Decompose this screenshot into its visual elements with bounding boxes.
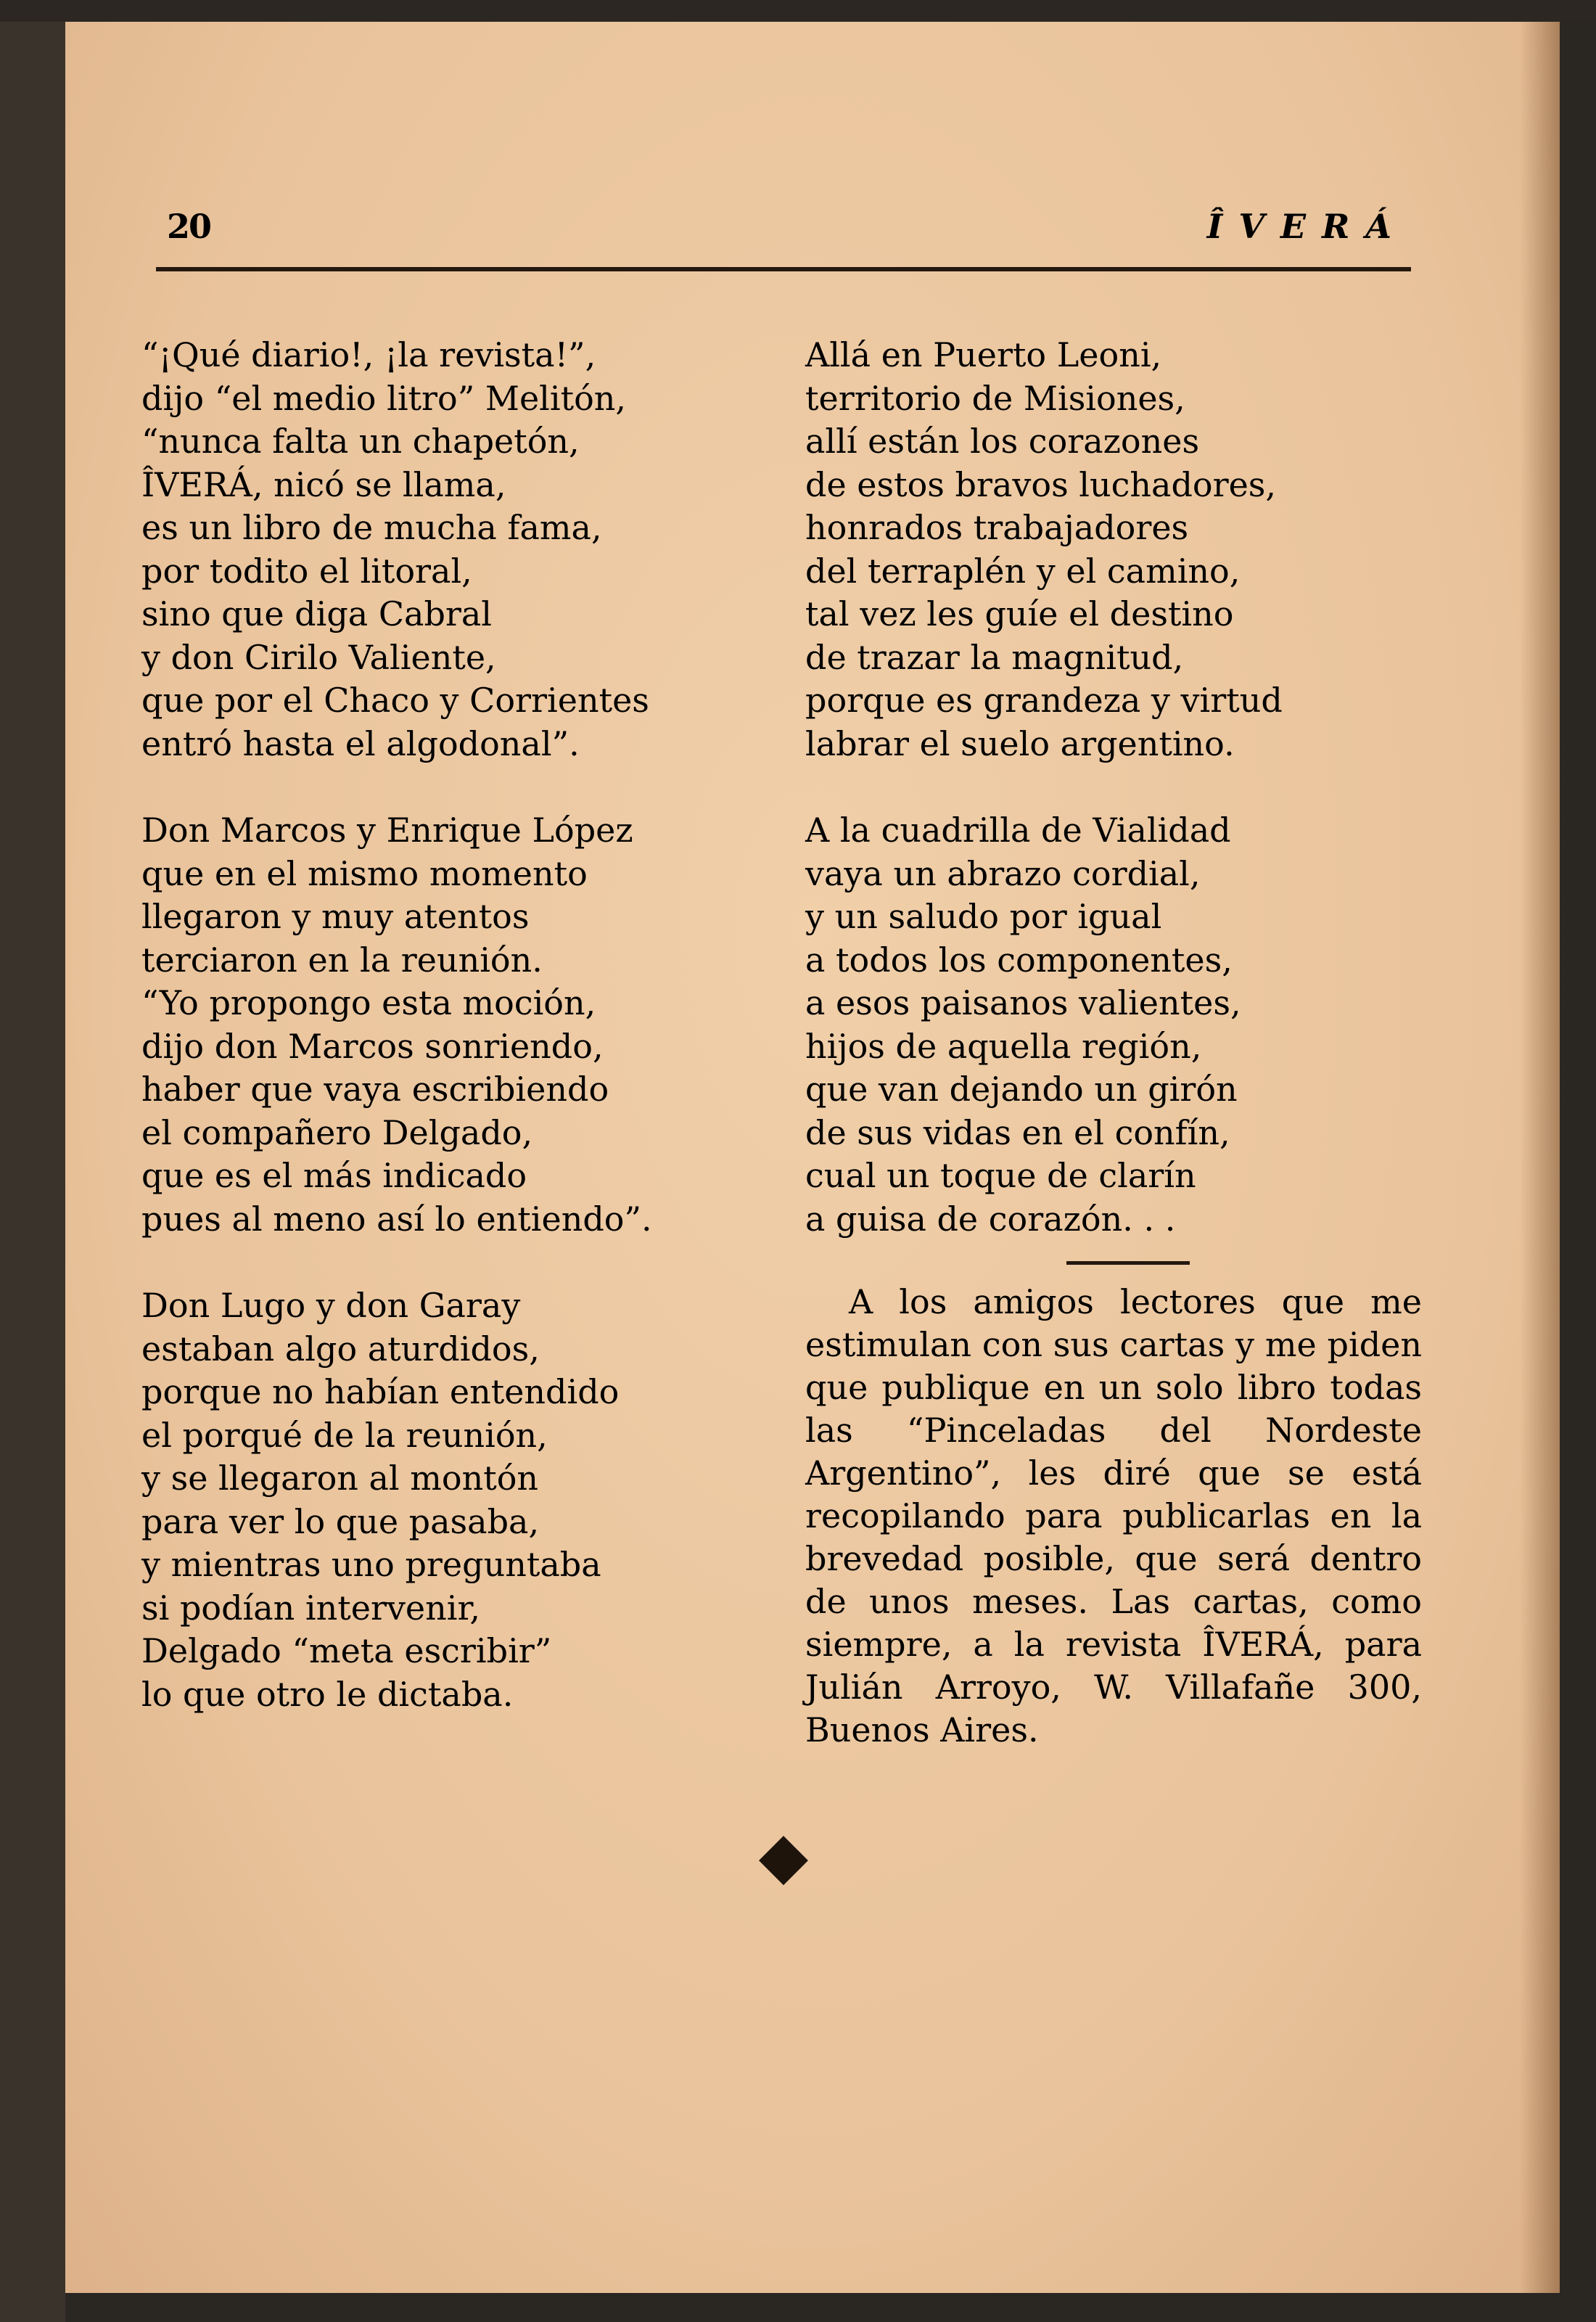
verse-line: “nunca falta un chapetón,: [141, 422, 580, 461]
verse-line: y mientras uno preguntaba: [141, 1545, 601, 1584]
right-column: [805, 334, 1422, 1752]
verse-line: es un libro de mucha fama,: [141, 508, 602, 547]
verse-line: dijo don Marcos sonriendo,: [141, 1026, 604, 1066]
verse-line: entró hasta el algodonal”.: [141, 723, 580, 763]
verse-line: el compañero Delgado,: [141, 1112, 533, 1152]
verse-line: Allá en Puerto Leoni,: [805, 335, 1162, 374]
verse-line: territorio de Misiones,: [805, 378, 1185, 418]
verse-line: “Yo propongo esta moción,: [141, 983, 596, 1022]
verse-line: que es el más indicado: [141, 1156, 527, 1195]
verse-line: a guisa de corazón. . .: [805, 1199, 1176, 1239]
page-gutter-shadow: [1520, 22, 1560, 2293]
page-header: [167, 207, 1407, 258]
verse-line: terciaron en la reunión.: [141, 940, 543, 980]
verse-line: el porqué de la reunión,: [141, 1415, 548, 1455]
verse-line: dijo “el medio litro” Melitón,: [141, 378, 627, 418]
verse-line: porque es grandeza y virtud: [805, 681, 1283, 720]
verse-line: Don Marcos y Enrique López: [141, 811, 633, 850]
verse-line: por todito el litoral,: [141, 551, 472, 591]
stanza: [141, 1284, 744, 1716]
verse-line: Don Lugo y don Garay: [141, 1286, 521, 1325]
verse-line: labrar el suelo argentino.: [805, 723, 1235, 763]
verse-line: ÎVERÁ, nicó se llama,: [141, 464, 506, 504]
verse-line: haber que vaya escribiendo: [141, 1070, 609, 1109]
verse-line: si podían intervenir,: [141, 1588, 481, 1628]
verse-line: tal vez les guíe el destino: [805, 594, 1234, 633]
verse-line: pues al meno así lo entiendo”.: [141, 1199, 652, 1239]
top-edge: [0, 0, 1596, 22]
stanza: [141, 334, 744, 766]
verse-line: cual un toque de clarín: [805, 1156, 1196, 1195]
editor-note: A los amigos lectores que me estimulan con sus cartas y me piden que publique en un solo libro todas las “Pinceladas del Nordeste Argentino”, les diré que se está recopilando para publicarlas en la brevedad posible, que será dentro de unos meses. Las cartas, como siempre, a la revista ÎVERÁ, para Julián Arroyo, W. Villafañe 300, Buenos Aires.: [805, 1282, 1422, 1749]
verse-line: A la cuadrilla de Vialidad: [805, 811, 1231, 850]
verse-line: “¡Qué diario!, ¡la revista!”,: [141, 335, 596, 374]
verse-line: que por el Chaco y Corrientes: [141, 681, 649, 720]
verse-line: de estos bravos luchadores,: [805, 464, 1277, 504]
verse-line: honrados trabajadores: [805, 508, 1189, 547]
left-column: [141, 334, 744, 1716]
verse-line: vaya un abrazo cordial,: [805, 853, 1201, 893]
verse-line: que en el mismo momento: [141, 853, 588, 893]
header-rule: [156, 267, 1411, 271]
stanza: [141, 809, 744, 1241]
verse-line: allí están los corazones: [805, 422, 1200, 461]
verse-line: y se llegaron al montón: [141, 1459, 539, 1498]
page-number: 20: [167, 207, 211, 246]
section-divider: [1066, 1261, 1190, 1265]
magazine-title: ÎVERÁ: [1206, 207, 1407, 246]
verse-line: del terraplén y el camino,: [805, 551, 1241, 591]
verse-line: lo que otro le dictaba.: [141, 1674, 514, 1714]
book-binding: [0, 0, 65, 2322]
verse-line: de trazar la magnitud,: [805, 637, 1184, 677]
verse-line: sino que diga Cabral: [141, 594, 493, 633]
verse-line: porque no habían entendido: [141, 1372, 620, 1411]
verse-line: a esos paisanos valientes,: [805, 983, 1241, 1022]
verse-line: estaban algo aturdidos,: [141, 1329, 540, 1369]
verse-line: a todos los componentes,: [805, 940, 1233, 980]
stanza: [805, 809, 1422, 1241]
verse-line: de sus vidas en el confín,: [805, 1112, 1230, 1152]
verse-line: llegaron y muy atentos: [141, 897, 530, 936]
verse-line: Delgado “meta escribir”: [141, 1631, 552, 1670]
verse-line: para ver lo que pasaba,: [141, 1501, 540, 1541]
verse-line: hijos de aquella región,: [805, 1026, 1202, 1066]
verse-line: y don Cirilo Valiente,: [141, 637, 496, 677]
stanza: [805, 334, 1422, 766]
verse-line: y un saludo por igual: [805, 897, 1162, 936]
verse-line: que van dejando un girón: [805, 1070, 1238, 1109]
